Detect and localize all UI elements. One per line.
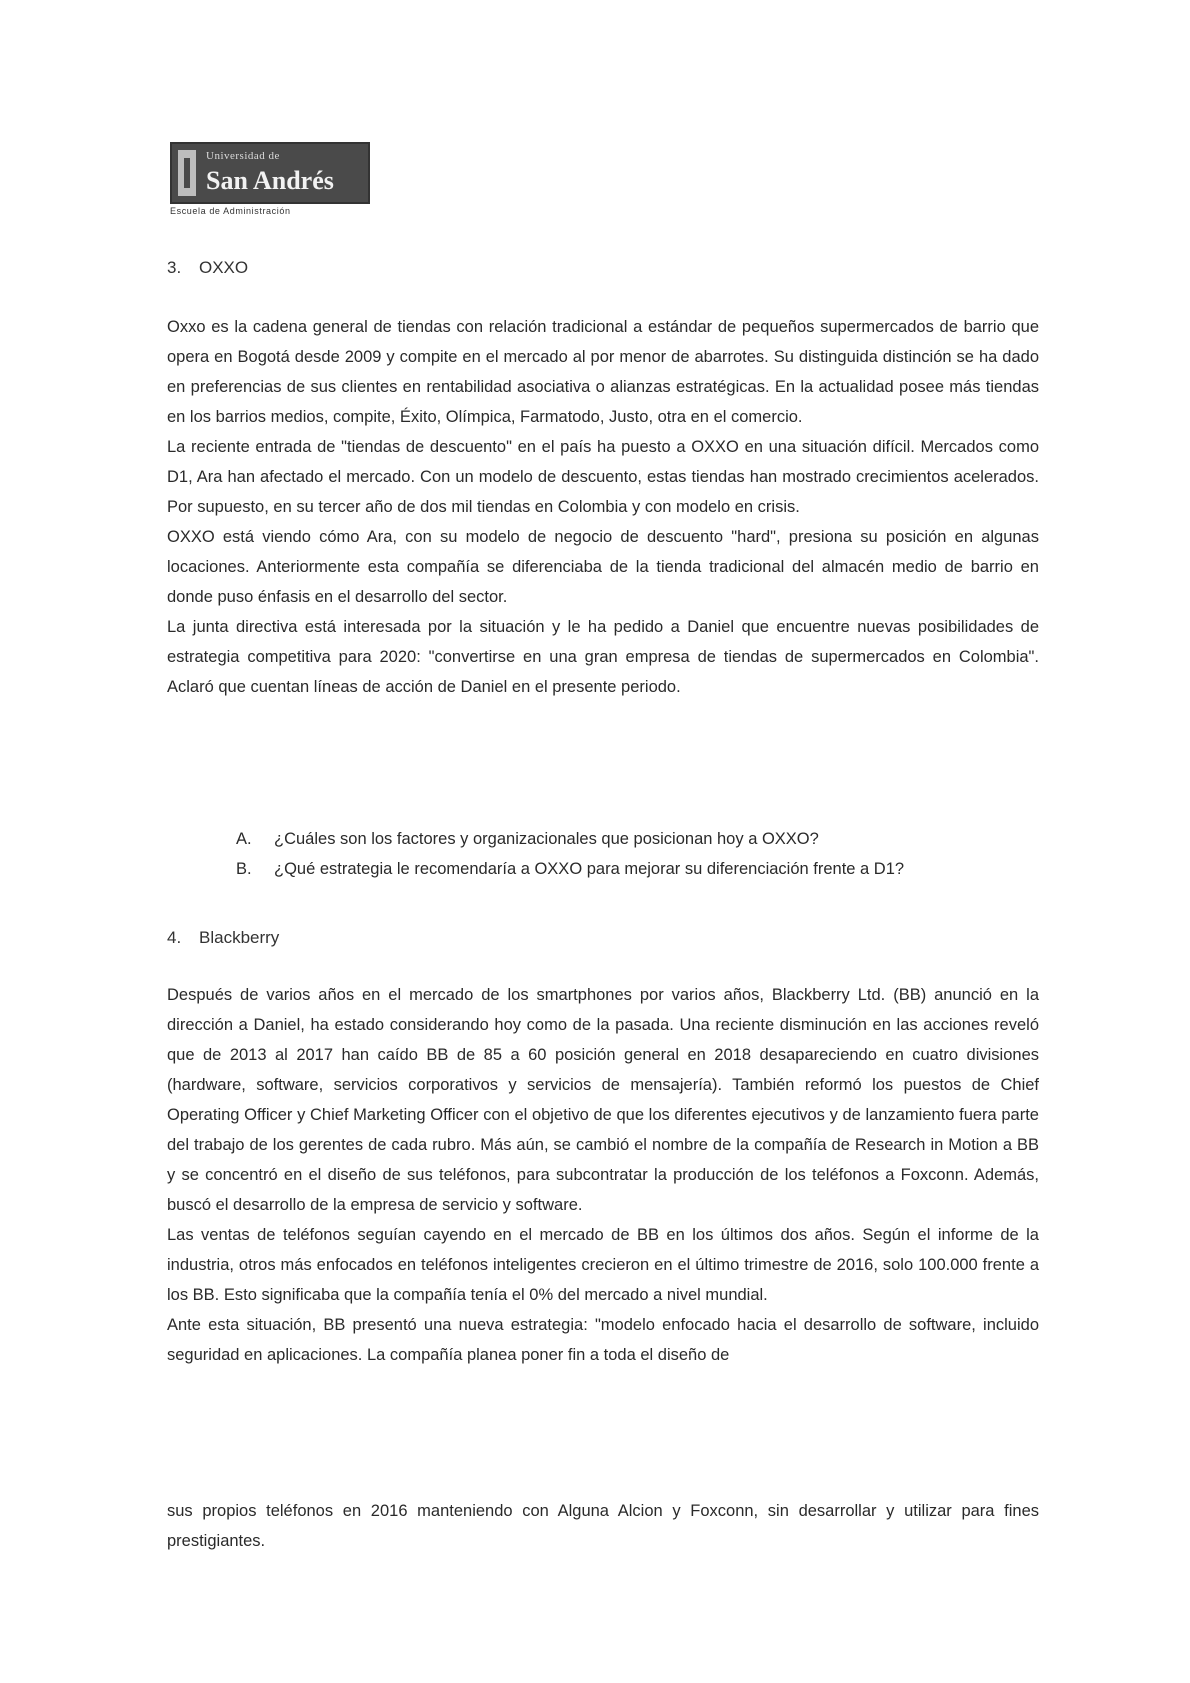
section-body-blackberry: [167, 980, 1039, 1370]
university-logo: [170, 142, 370, 218]
paragraph: Las ventas de teléfonos seguían cayendo en el mercado de BB en los últimos dos años. Según el informe de la industria, otros más enfocados en teléfonos inteligentes crecieron en el último trimestre de 2016, solo 100.000 frente a los BB. Esto significaba que la compañía tenía el 0% del mercado a nivel mundial.: [167, 1226, 1039, 1304]
question-text: ¿Qué estrategia le recomendaría a OXXO para mejorar su diferenciación frente a D1?: [274, 860, 905, 878]
paragraph: Ante esta situación, BB presentó una nueva estrategia: "modelo enfocado hacia el desarrollo de software, incluido seguridad en aplicaciones. La compañía planea poner fin a toda el diseño de: [167, 1316, 1039, 1364]
logo-line1: Universidad de: [206, 150, 280, 162]
question-item: [236, 854, 1036, 884]
section-body-continued: [167, 1496, 1039, 1556]
logo-subtitle: Escuela de Administración: [170, 206, 291, 216]
question-item: [236, 824, 1036, 854]
question-label: B.: [236, 860, 252, 878]
logo-block: [170, 142, 370, 204]
section-number: 3.: [167, 258, 182, 277]
logo-line2: San Andrés: [206, 166, 334, 195]
paragraph: Después de varios años en el mercado de los smartphones por varios años, Blackberry Ltd. (BB) anunció en la dirección a Daniel, ha estado considerando hoy como de la pasada. Una reciente disminución en las acciones reveló que de 2013 al 2017 han caído BB de 85 a 60 posición general en 2018 desapareciendo en cuatro divisiones (hardware, software, servicios corporativos y servicios de mensajería). También reformó los puestos de Chief Operating Officer y Chief Marketing Officer con el objetivo de que los diferentes ejecutivos y de lanzamiento fuera parte del trabajo de los gerentes de cada rubro. Más aún, se cambió el nombre de la compañía de Research in Motion a BB y se concentró en el diseño de sus teléfonos, para subcontratar la producción de los teléfonos a Foxconn. Además, buscó el desarrollo de la empresa de servicio y software.: [167, 986, 1039, 1214]
section-number: 4.: [167, 928, 182, 947]
paragraph: La junta directiva está interesada por la situación y le ha pedido a Daniel que encuentre nuevas posibilidades de estrategia competitiva para 2020: "convertirse en una gran empresa de tiendas de supermercados en Colombia". Aclaró que cuentan líneas de acción de Daniel en el presente periodo.: [167, 618, 1039, 696]
paragraph: Oxxo es la cadena general de tiendas con relación tradicional a estándar de pequeños supermercados de barrio que opera en Bogotá desde 2009 y compite en el mercado al por menor de abarrotes. Su distinguida distinción se ha dado en preferencias de sus clientes en rentabilidad asociativa o alianzas estratégicas. En la actualidad posee más tiendas en los barrios medios, compite, Éxito, Olímpica, Farmatodo, Justo, otra en el comercio.: [167, 318, 1039, 426]
question-label: A.: [236, 830, 252, 848]
section-heading-oxxo: [167, 258, 248, 278]
section-title: OXXO: [199, 258, 249, 277]
question-list: [236, 824, 1036, 884]
paragraph: sus propios teléfonos en 2016 manteniendo con Alguna Alcion y Foxconn, sin desarrollar y utilizar para fines prestigiantes.: [167, 1502, 1039, 1550]
paragraph: OXXO está viendo cómo Ara, con su modelo de negocio de descuento "hard", presiona su posición en algunas locaciones. Anteriormente esta compañía se diferenciaba de la tienda tradicional del almacén medio de barrio en donde puso énfasis en el desarrollo del sector.: [167, 528, 1039, 606]
logo-mark-icon: [178, 150, 196, 196]
question-text: ¿Cuáles son los factores y organizacionales que posicionan hoy a OXXO?: [274, 830, 819, 848]
paragraph: La reciente entrada de "tiendas de descuento" en el país ha puesto a OXXO en una situación difícil. Mercados como D1, Ara han afectado el mercado. Con un modelo de descuento, estas tiendas han mostrado crecimientos acelerados. Por supuesto, en su tercer año de dos mil tiendas en Colombia y con modelo en crisis.: [167, 438, 1039, 516]
section-title: Blackberry: [199, 928, 280, 947]
section-body-oxxo: [167, 312, 1039, 702]
section-heading-blackberry: [167, 928, 279, 948]
